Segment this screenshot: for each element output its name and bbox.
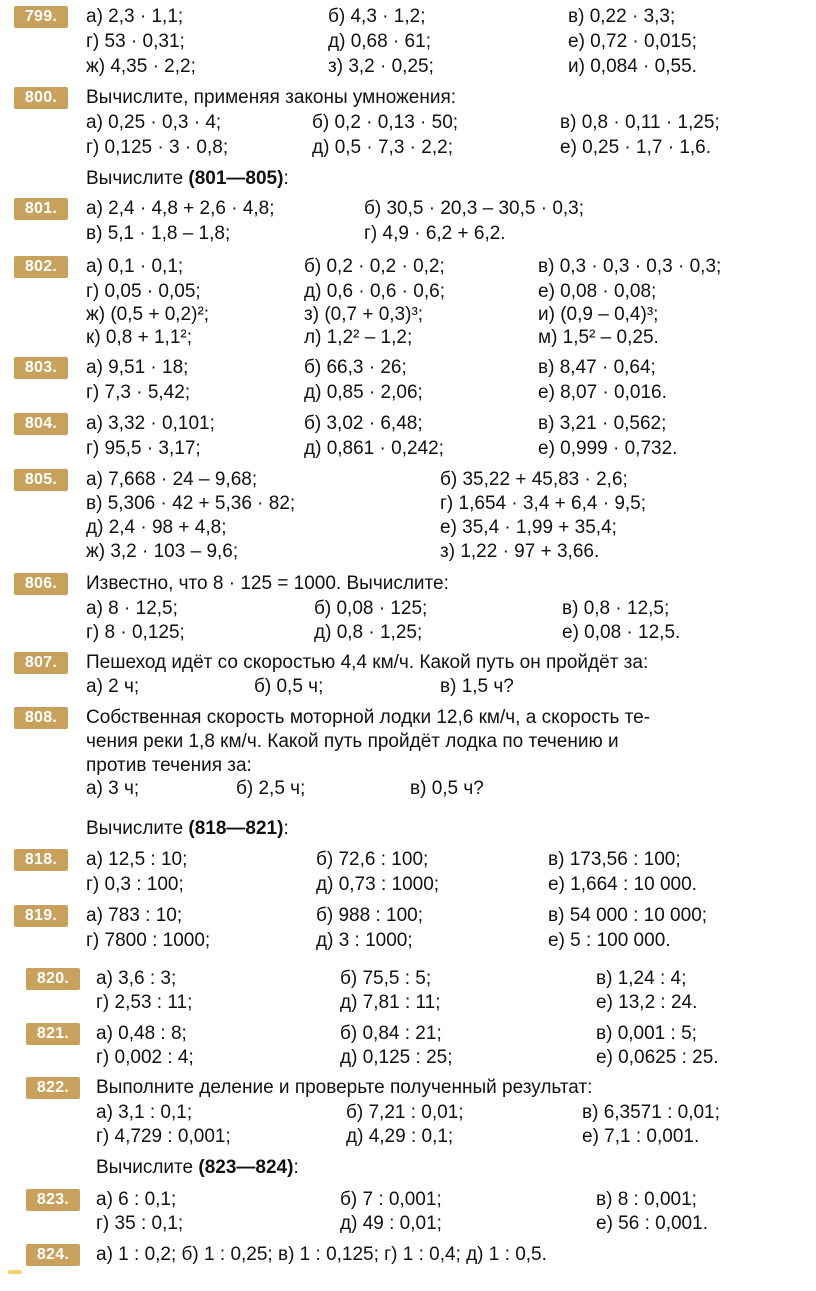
problem-821-item-b: б) 0,84 : 21; xyxy=(340,1023,442,1044)
problem-799-item-g: г) 53 · 0,31; xyxy=(86,31,185,52)
problem-number-822: 822. xyxy=(26,1077,80,1099)
problem-823-item-g: г) 35 : 0,1; xyxy=(96,1213,184,1234)
problem-822-item-g: г) 4,729 : 0,001; xyxy=(96,1126,231,1147)
problem-805-item-d: д) 2,4 · 98 + 4,8; xyxy=(86,517,227,538)
problem-805-item-z: з) 1,22 · 97 + 3,66. xyxy=(440,541,600,562)
problem-803-item-d: д) 0,85 · 2,06; xyxy=(304,382,423,403)
problem-819-item-v: в) 54 000 : 10 000; xyxy=(548,905,708,926)
problem-number-799: 799. xyxy=(14,6,68,28)
problem-number-823: 823. xyxy=(26,1189,80,1211)
problem-822-item-e: е) 7,1 : 0,001. xyxy=(582,1126,700,1147)
problem-806-item-e: е) 0,08 · 12,5. xyxy=(562,622,681,643)
problem-806-item-a: а) 8 · 12,5; xyxy=(86,598,178,619)
problem-805-item-g: г) 1,654 · 3,4 + 6,4 · 9,5; xyxy=(440,493,647,514)
problem-818-item-b: б) 72,6 : 100; xyxy=(316,849,429,870)
problem-823-item-d: д) 49 : 0,01; xyxy=(340,1213,442,1234)
problem-818-item-g: г) 0,3 : 100; xyxy=(86,874,184,895)
problem-800-item-a: а) 0,25 · 0,3 · 4; xyxy=(86,112,222,133)
problem-800-text: Вычислите, применяя законы умножения: xyxy=(86,87,457,108)
problem-799-item-b: б) 4,3 · 1,2; xyxy=(328,6,426,27)
problem-number-807: 807. xyxy=(14,652,68,674)
problem-818-item-d: д) 0,73 : 1000; xyxy=(316,874,440,895)
problem-799-item-i: и) 0,084 · 0,55. xyxy=(568,56,697,77)
problem-822-item-d: д) 4,29 : 0,1; xyxy=(346,1126,454,1147)
problem-818-item-e: е) 1,664 : 10 000. xyxy=(548,874,697,895)
problem-808-item-b: б) 2,5 ч; xyxy=(236,778,306,799)
problem-802-item-v: в) 0,3 · 0,3 · 0,3 · 0,3; xyxy=(538,256,722,277)
problem-number-818: 818. xyxy=(14,849,68,871)
problem-803-item-e: е) 8,07 · 0,016. xyxy=(538,382,667,403)
problem-823-item-e: е) 56 : 0,001. xyxy=(596,1213,708,1234)
section-heading-823-824: Вычислите (823—824): xyxy=(96,1157,299,1178)
problem-808-item-v: в) 0,5 ч? xyxy=(410,778,484,799)
problem-number-803: 803. xyxy=(14,357,68,379)
problem-806-item-g: г) 8 · 0,125; xyxy=(86,622,185,643)
problem-805-item-v: в) 5,306 · 42 + 5,36 · 82; xyxy=(86,493,296,514)
problem-number-821: 821. xyxy=(26,1023,80,1045)
problem-805-item-e: е) 35,4 · 1,99 + 35,4; xyxy=(440,517,617,538)
problem-number-820: 820. xyxy=(26,968,80,990)
problem-821-item-a: а) 0,48 : 8; xyxy=(96,1023,187,1044)
problem-808-line-3: против течения за: xyxy=(86,755,252,776)
problem-801-item-v: в) 5,1 · 1,8 – 1,8; xyxy=(86,223,231,244)
problem-820-item-b: б) 75,5 : 5; xyxy=(340,968,432,989)
problem-819-item-b: б) 988 : 100; xyxy=(316,905,424,926)
problem-807-item-b: б) 0,5 ч; xyxy=(254,676,324,697)
problem-number-805: 805. xyxy=(14,469,68,491)
problem-818-item-a: а) 12,5 : 10; xyxy=(86,849,188,870)
problem-800-item-e: е) 0,25 · 1,7 · 1,6. xyxy=(560,137,712,158)
problem-822-item-b: б) 7,21 : 0,01; xyxy=(346,1102,464,1123)
problem-803-item-v: в) 8,47 · 0,64; xyxy=(538,357,656,378)
problem-802-item-m: м) 1,5² – 0,25. xyxy=(538,327,659,348)
problem-802-item-k: к) 0,8 + 1,1²; xyxy=(86,327,193,348)
problem-802-item-z: з) (0,7 + 0,3)³; xyxy=(304,304,424,325)
yellow-mark-decoration xyxy=(8,1270,22,1274)
problem-819-item-e: е) 5 : 100 000. xyxy=(548,930,671,951)
problem-808-line-2: чения реки 1,8 км/ч. Какой путь пройдёт лодка по течению и xyxy=(86,731,619,752)
problem-807-text: Пешеход идёт со скоростью 4,4 км/ч. Какой путь он пройдёт за: xyxy=(86,652,649,673)
problem-802-item-g: г) 0,05 · 0,05; xyxy=(86,281,201,302)
problem-819-item-a: а) 783 : 10; xyxy=(86,905,183,926)
problem-805-item-zh: ж) 3,2 · 103 – 9,6; xyxy=(86,541,239,562)
problem-number-804: 804. xyxy=(14,413,68,435)
problem-number-824: 824. xyxy=(26,1244,80,1266)
problem-821-item-e: е) 0,0625 : 25. xyxy=(596,1047,719,1068)
problem-804-item-v: в) 3,21 · 0,562; xyxy=(538,413,667,434)
problem-802-item-i: и) (0,9 – 0,4)³; xyxy=(538,304,659,325)
problem-822-item-v: в) 6,3571 : 0,01; xyxy=(582,1102,720,1123)
problem-820-item-d: д) 7,81 : 11; xyxy=(340,992,441,1013)
problem-821-item-v: в) 0,001 : 5; xyxy=(596,1023,697,1044)
problem-820-item-a: а) 3,6 : 3; xyxy=(96,968,177,989)
problem-808-line-1: Собственная скорость моторной лодки 12,6 км/ч, а скорость те- xyxy=(86,707,651,728)
problem-799-item-a: а) 2,3 · 1,1; xyxy=(86,6,184,27)
problem-821-item-g: г) 0,002 : 4; xyxy=(96,1047,194,1068)
problem-802-item-a: а) 0,1 · 0,1; xyxy=(86,256,184,277)
problem-number-819: 819. xyxy=(14,905,68,927)
problem-number-802: 802. xyxy=(14,256,68,278)
problem-803-item-b: б) 66,3 · 26; xyxy=(304,357,407,378)
problem-800-item-g: г) 0,125 · 3 · 0,8; xyxy=(86,137,229,158)
problem-804-item-b: б) 3,02 · 6,48; xyxy=(304,413,423,434)
problem-807-item-a: а) 2 ч; xyxy=(86,676,140,697)
problem-number-800: 800. xyxy=(14,87,68,109)
problem-801-item-b: б) 30,5 · 20,3 – 30,5 · 0,3; xyxy=(364,198,585,219)
problem-805-item-a: а) 7,668 · 24 – 9,68; xyxy=(86,469,258,490)
problem-803-item-a: а) 9,51 · 18; xyxy=(86,357,189,378)
problem-804-item-a: а) 3,32 · 0,101; xyxy=(86,413,215,434)
problem-number-801: 801. xyxy=(14,198,68,220)
problem-799-item-v: в) 0,22 · 3,3; xyxy=(568,6,676,27)
problem-806-item-v: в) 0,8 · 12,5; xyxy=(562,598,670,619)
problem-820-item-v: в) 1,24 : 4; xyxy=(596,968,687,989)
problem-802-item-d: д) 0,6 · 0,6 · 0,6; xyxy=(304,281,445,302)
problem-823-item-a: а) 6 : 0,1; xyxy=(96,1189,177,1210)
problem-number-806: 806. xyxy=(14,573,68,595)
problem-820-item-g: г) 2,53 : 11; xyxy=(96,992,193,1013)
problem-799-item-z: з) 3,2 · 0,25; xyxy=(328,56,434,77)
problem-821-item-d: д) 0,125 : 25; xyxy=(340,1047,453,1068)
problem-804-item-g: г) 95,5 · 3,17; xyxy=(86,438,201,459)
problem-800-item-v: в) 0,8 · 0,11 · 1,25; xyxy=(560,112,720,133)
problem-823-item-b: б) 7 : 0,001; xyxy=(340,1189,442,1210)
problem-802-item-b: б) 0,2 · 0,2 · 0,2; xyxy=(304,256,445,277)
section-heading-801-805: Вычислите (801—805): xyxy=(86,168,289,189)
problem-822-item-a: а) 3,1 : 0,1; xyxy=(96,1102,193,1123)
problem-799-item-zh: ж) 4,35 · 2,2; xyxy=(86,56,196,77)
problem-804-item-e: е) 0,999 · 0,732. xyxy=(538,438,678,459)
problem-805-item-b: б) 35,22 + 45,83 · 2,6; xyxy=(440,469,628,490)
problem-806-item-d: д) 0,8 · 1,25; xyxy=(314,622,423,643)
problem-818-item-v: в) 173,56 : 100; xyxy=(548,849,681,870)
problem-800-item-b: б) 0,2 · 0,13 · 50; xyxy=(312,112,459,133)
problem-802-item-zh: ж) (0,5 + 0,2)²; xyxy=(86,304,210,325)
problem-823-item-v: в) 8 : 0,001; xyxy=(596,1189,697,1210)
problem-801-item-g: г) 4,9 · 6,2 + 6,2. xyxy=(364,223,506,244)
problem-806-text: Известно, что 8 · 125 = 1000. Вычислите: xyxy=(86,573,449,594)
problem-number-808: 808. xyxy=(14,707,68,729)
problem-803-item-g: г) 7,3 · 5,42; xyxy=(86,382,191,403)
problem-799-item-e: е) 0,72 · 0,015; xyxy=(568,31,697,52)
problem-802-item-e: е) 0,08 · 0,08; xyxy=(538,281,657,302)
problem-819-item-g: г) 7800 : 1000; xyxy=(86,930,211,951)
problem-808-item-a: а) 3 ч; xyxy=(86,778,140,799)
problem-806-item-b: б) 0,08 · 125; xyxy=(314,598,428,619)
problem-819-item-d: д) 3 : 1000; xyxy=(316,930,413,951)
problem-822-text: Выполните деление и проверьте полученный результат: xyxy=(96,1077,593,1098)
problem-804-item-d: д) 0,861 · 0,242; xyxy=(304,438,444,459)
problem-799-item-d: д) 0,68 · 61; xyxy=(328,31,431,52)
problem-820-item-e: е) 13,2 : 24. xyxy=(596,992,698,1013)
problem-801-item-a: а) 2,4 · 4,8 + 2,6 · 4,8; xyxy=(86,198,275,219)
section-heading-818-821: Вычислите (818—821): xyxy=(86,818,289,839)
problem-807-item-v: в) 1,5 ч? xyxy=(440,676,514,697)
problem-824-text: а) 1 : 0,2; б) 1 : 0,25; в) 1 : 0,125; г) 1 : 0,4; д) 1 : 0,5. xyxy=(96,1244,547,1265)
problem-800-item-d: д) 0,5 · 7,3 · 2,2; xyxy=(312,137,453,158)
problem-802-item-l: л) 1,2² – 1,2; xyxy=(304,327,413,348)
